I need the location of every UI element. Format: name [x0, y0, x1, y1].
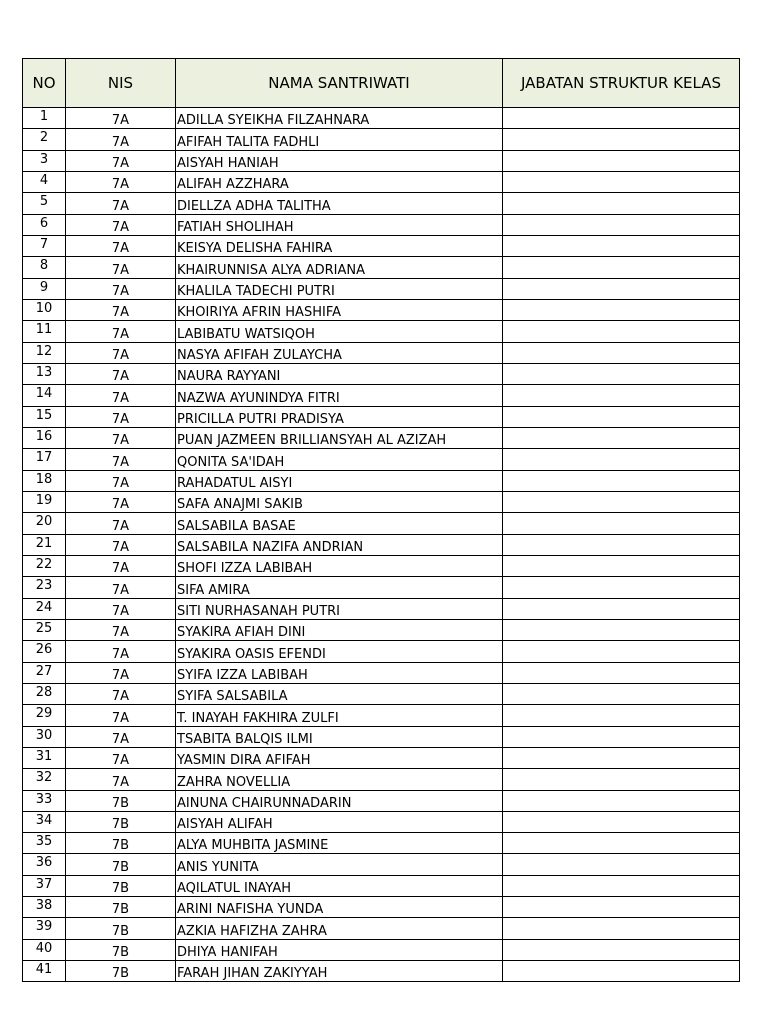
row-number-cell: 35 — [23, 833, 66, 854]
nis-cell: 7A — [66, 193, 176, 214]
row-number-cell: 28 — [23, 683, 66, 704]
table-row — [23, 363, 740, 384]
nis-cell: 7A — [66, 150, 176, 171]
role-cell[interactable] — [503, 108, 740, 129]
nis-cell: 7A — [66, 129, 176, 150]
role-cell[interactable] — [503, 513, 740, 534]
student-name-cell: SYIFA SALSABILA — [176, 683, 503, 704]
header-no: NO — [23, 59, 66, 108]
row-number-cell: 9 — [23, 278, 66, 299]
nis-cell: 7A — [66, 683, 176, 704]
table-row — [23, 918, 740, 939]
role-cell[interactable] — [503, 961, 740, 982]
row-number-cell: 13 — [23, 363, 66, 384]
student-name-cell: AFIFAH TALITA FADHLI — [176, 129, 503, 150]
row-number-cell: 34 — [23, 811, 66, 832]
role-cell[interactable] — [503, 214, 740, 235]
nis-cell: 7A — [66, 449, 176, 470]
table-row — [23, 641, 740, 662]
student-name-cell: SHOFI IZZA LABIBAH — [176, 555, 503, 576]
student-name-cell: KHOIRIYA AFRIN HASHIFA — [176, 299, 503, 320]
student-name-cell: LABIBATU WATSIQOH — [176, 321, 503, 342]
nis-cell: 7A — [66, 577, 176, 598]
table-body — [23, 108, 740, 982]
student-name-cell: PUAN JAZMEEN BRILLIANSYAH AL AZIZAH — [176, 427, 503, 448]
role-cell[interactable] — [503, 747, 740, 768]
row-number-cell: 26 — [23, 641, 66, 662]
role-cell[interactable] — [503, 449, 740, 470]
nis-cell: 7A — [66, 171, 176, 192]
row-number-cell: 14 — [23, 385, 66, 406]
table-row — [23, 129, 740, 150]
role-cell[interactable] — [503, 811, 740, 832]
row-number-cell: 12 — [23, 342, 66, 363]
table-row — [23, 534, 740, 555]
student-name-cell: DIELLZA ADHA TALITHA — [176, 193, 503, 214]
row-number-cell: 17 — [23, 449, 66, 470]
nis-cell: 7A — [66, 662, 176, 683]
role-cell[interactable] — [503, 619, 740, 640]
student-name-cell: SALSABILA NAZIFA ANDRIAN — [176, 534, 503, 555]
role-cell[interactable] — [503, 257, 740, 278]
table-row — [23, 747, 740, 768]
student-name-cell: ANIS YUNITA — [176, 854, 503, 875]
nis-cell: 7A — [66, 726, 176, 747]
table-row — [23, 854, 740, 875]
role-cell[interactable] — [503, 278, 740, 299]
row-number-cell: 30 — [23, 726, 66, 747]
role-cell[interactable] — [503, 705, 740, 726]
table-row — [23, 150, 740, 171]
nis-cell: 7A — [66, 385, 176, 406]
table-row — [23, 427, 740, 448]
student-name-cell: DHIYA HANIFAH — [176, 939, 503, 960]
nis-cell: 7B — [66, 897, 176, 918]
nis-cell: 7A — [66, 705, 176, 726]
nis-cell: 7A — [66, 321, 176, 342]
table-row — [23, 470, 740, 491]
table-row — [23, 662, 740, 683]
nis-cell: 7B — [66, 961, 176, 982]
row-number-cell: 38 — [23, 897, 66, 918]
role-cell[interactable] — [503, 193, 740, 214]
student-name-cell: AZKIA HAFIZHA ZAHRA — [176, 918, 503, 939]
row-number-cell: 27 — [23, 662, 66, 683]
table-row — [23, 961, 740, 982]
student-name-cell: AQILATUL INAYAH — [176, 875, 503, 896]
table-row — [23, 683, 740, 704]
row-number-cell: 25 — [23, 619, 66, 640]
table-row — [23, 491, 740, 512]
student-name-cell: ALYA MUHBITA JASMINE — [176, 833, 503, 854]
student-name-cell: SALSABILA BASAE — [176, 513, 503, 534]
nis-cell: 7A — [66, 363, 176, 384]
row-number-cell: 29 — [23, 705, 66, 726]
student-name-cell: SAFA ANAJMI SAKIB — [176, 491, 503, 512]
student-name-cell: YASMIN DIRA AFIFAH — [176, 747, 503, 768]
table-row — [23, 705, 740, 726]
row-number-cell: 4 — [23, 171, 66, 192]
student-name-cell: T. INAYAH FAKHIRA ZULFI — [176, 705, 503, 726]
role-cell[interactable] — [503, 299, 740, 320]
nis-cell: 7A — [66, 278, 176, 299]
nis-cell: 7B — [66, 918, 176, 939]
student-name-cell: SYAKIRA OASIS EFENDI — [176, 641, 503, 662]
role-cell[interactable] — [503, 662, 740, 683]
student-name-cell: NAURA RAYYANI — [176, 363, 503, 384]
table-row — [23, 385, 740, 406]
student-name-cell: SYIFA IZZA LABIBAH — [176, 662, 503, 683]
role-cell[interactable] — [503, 726, 740, 747]
role-cell[interactable] — [503, 897, 740, 918]
student-name-cell: AISYAH HANIAH — [176, 150, 503, 171]
row-number-cell: 8 — [23, 257, 66, 278]
table-row — [23, 939, 740, 960]
student-table — [22, 58, 740, 982]
table-row — [23, 811, 740, 832]
student-name-cell: NAZWA AYUNINDYA FITRI — [176, 385, 503, 406]
row-number-cell: 39 — [23, 918, 66, 939]
nis-cell: 7B — [66, 854, 176, 875]
row-number-cell: 10 — [23, 299, 66, 320]
role-cell[interactable] — [503, 534, 740, 555]
nis-cell: 7A — [66, 406, 176, 427]
table-row — [23, 171, 740, 192]
header-role: JABATAN STRUKTUR KELAS — [503, 59, 740, 108]
nis-cell: 7B — [66, 790, 176, 811]
table-row — [23, 342, 740, 363]
table-row — [23, 513, 740, 534]
role-cell[interactable] — [503, 321, 740, 342]
role-cell[interactable] — [503, 470, 740, 491]
row-number-cell: 24 — [23, 598, 66, 619]
role-cell[interactable] — [503, 171, 740, 192]
student-name-cell: KEISYA DELISHA FAHIRA — [176, 235, 503, 256]
student-name-cell: QONITA SA'IDAH — [176, 449, 503, 470]
table-row — [23, 577, 740, 598]
table-row — [23, 769, 740, 790]
student-name-cell: ZAHRA NOVELLIA — [176, 769, 503, 790]
student-name-cell: AISYAH ALIFAH — [176, 811, 503, 832]
role-cell[interactable] — [503, 363, 740, 384]
table-row — [23, 406, 740, 427]
row-number-cell: 19 — [23, 491, 66, 512]
row-number-cell: 21 — [23, 534, 66, 555]
row-number-cell: 36 — [23, 854, 66, 875]
nis-cell: 7A — [66, 299, 176, 320]
table-row — [23, 214, 740, 235]
row-number-cell: 20 — [23, 513, 66, 534]
role-cell[interactable] — [503, 577, 740, 598]
student-name-cell: KHALILA TADECHI PUTRI — [176, 278, 503, 299]
role-cell[interactable] — [503, 854, 740, 875]
row-number-cell: 33 — [23, 790, 66, 811]
role-cell[interactable] — [503, 342, 740, 363]
role-cell[interactable] — [503, 790, 740, 811]
nis-cell: 7A — [66, 641, 176, 662]
nis-cell: 7A — [66, 257, 176, 278]
nis-cell: 7A — [66, 747, 176, 768]
nis-cell: 7A — [66, 214, 176, 235]
nis-cell: 7A — [66, 513, 176, 534]
student-name-cell: FATIAH SHOLIHAH — [176, 214, 503, 235]
row-number-cell: 18 — [23, 470, 66, 491]
role-cell[interactable] — [503, 129, 740, 150]
nis-cell: 7A — [66, 235, 176, 256]
table-row — [23, 790, 740, 811]
role-cell[interactable] — [503, 235, 740, 256]
role-cell[interactable] — [503, 491, 740, 512]
role-cell[interactable] — [503, 769, 740, 790]
nis-cell: 7B — [66, 833, 176, 854]
table-row — [23, 321, 740, 342]
table-row — [23, 193, 740, 214]
nis-cell: 7A — [66, 534, 176, 555]
student-name-cell: FARAH JIHAN ZAKIYYAH — [176, 961, 503, 982]
nis-cell: 7A — [66, 470, 176, 491]
row-number-cell: 7 — [23, 235, 66, 256]
role-cell[interactable] — [503, 427, 740, 448]
student-name-cell: SITI NURHASANAH PUTRI — [176, 598, 503, 619]
nis-cell: 7A — [66, 769, 176, 790]
row-number-cell: 1 — [23, 108, 66, 129]
table-row — [23, 257, 740, 278]
student-name-cell: ADILLA SYEIKHA FILZAHNARA — [176, 108, 503, 129]
table-row — [23, 449, 740, 470]
student-name-cell: TSABITA BALQIS ILMI — [176, 726, 503, 747]
row-number-cell: 15 — [23, 406, 66, 427]
role-cell[interactable] — [503, 150, 740, 171]
role-cell[interactable] — [503, 875, 740, 896]
nis-cell: 7A — [66, 555, 176, 576]
role-cell[interactable] — [503, 555, 740, 576]
row-number-cell: 11 — [23, 321, 66, 342]
table-row — [23, 108, 740, 129]
row-number-cell: 5 — [23, 193, 66, 214]
row-number-cell: 3 — [23, 150, 66, 171]
role-cell[interactable] — [503, 833, 740, 854]
table-row — [23, 726, 740, 747]
row-number-cell: 32 — [23, 769, 66, 790]
row-number-cell: 31 — [23, 747, 66, 768]
table-row — [23, 833, 740, 854]
role-cell[interactable] — [503, 683, 740, 704]
nis-cell: 7A — [66, 342, 176, 363]
table-row — [23, 875, 740, 896]
role-cell[interactable] — [503, 598, 740, 619]
student-name-cell: AINUNA CHAIRUNNADARIN — [176, 790, 503, 811]
table-row — [23, 897, 740, 918]
row-number-cell: 22 — [23, 555, 66, 576]
student-name-cell: KHAIRUNNISA ALYA ADRIANA — [176, 257, 503, 278]
role-cell[interactable] — [503, 406, 740, 427]
table-row — [23, 555, 740, 576]
nis-cell: 7A — [66, 108, 176, 129]
nis-cell: 7A — [66, 598, 176, 619]
row-number-cell: 16 — [23, 427, 66, 448]
student-name-cell: PRICILLA PUTRI PRADISYA — [176, 406, 503, 427]
row-number-cell: 41 — [23, 961, 66, 982]
nis-cell: 7B — [66, 875, 176, 896]
row-number-cell: 40 — [23, 939, 66, 960]
role-cell[interactable] — [503, 918, 740, 939]
row-number-cell: 37 — [23, 875, 66, 896]
row-number-cell: 2 — [23, 129, 66, 150]
role-cell[interactable] — [503, 641, 740, 662]
nis-cell: 7B — [66, 811, 176, 832]
nis-cell: 7A — [66, 427, 176, 448]
row-number-cell: 23 — [23, 577, 66, 598]
nis-cell: 7A — [66, 619, 176, 640]
student-name-cell: SYAKIRA AFIAH DINI — [176, 619, 503, 640]
student-name-cell: RAHADATUL AISYI — [176, 470, 503, 491]
role-cell[interactable] — [503, 385, 740, 406]
table-row — [23, 598, 740, 619]
role-cell[interactable] — [503, 939, 740, 960]
table-row — [23, 235, 740, 256]
header-nis: NIS — [66, 59, 176, 108]
student-name-cell: ARINI NAFISHA YUNDA — [176, 897, 503, 918]
table-row — [23, 278, 740, 299]
table-row — [23, 299, 740, 320]
table-row — [23, 619, 740, 640]
student-name-cell: SIFA AMIRA — [176, 577, 503, 598]
nis-cell: 7B — [66, 939, 176, 960]
student-name-cell: NASYA AFIFAH ZULAYCHA — [176, 342, 503, 363]
nis-cell: 7A — [66, 491, 176, 512]
header-row — [23, 59, 740, 108]
header-name: NAMA SANTRIWATI — [176, 59, 503, 108]
student-name-cell: ALIFAH AZZHARA — [176, 171, 503, 192]
row-number-cell: 6 — [23, 214, 66, 235]
